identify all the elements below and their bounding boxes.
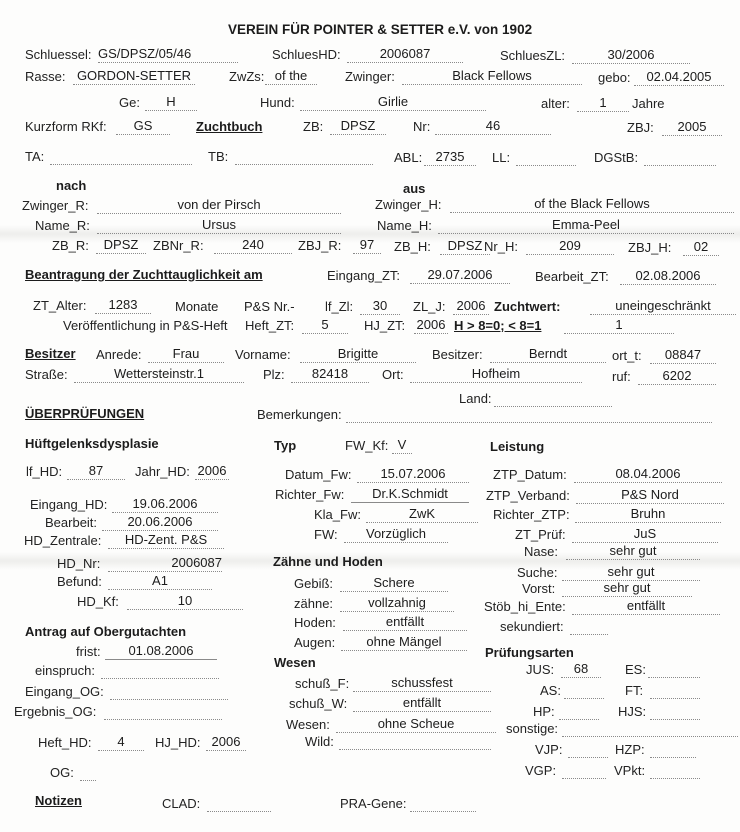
zt-alter-unit: Monate (175, 299, 219, 314)
jus-label: JUS: (526, 662, 555, 677)
typ-heading: Typ (274, 438, 297, 453)
hj-hd-label: HJ_HD: (155, 735, 201, 750)
veroeffentlichung-label: Veröffentlichung in P&S-Heft (63, 318, 228, 333)
schlueszl-field[interactable]: 30/2006 (572, 47, 690, 64)
richter-ztp-field[interactable]: Bruhn (575, 506, 721, 523)
vjp-field[interactable] (568, 741, 608, 758)
fw-kf-label: FW_Kf: (345, 438, 389, 453)
wesen-label: Wesen: (286, 717, 330, 732)
pra-gene-label: PRA-Gene: (340, 796, 407, 811)
zaehne-heading: Zähne und Hoden (273, 554, 383, 569)
hd-zentrale-label: HD_Zentrale: (24, 533, 102, 548)
anrede-label: Anrede: (96, 347, 142, 362)
ztp-datum-label: ZTP_Datum: (493, 467, 567, 482)
ft-field[interactable] (650, 682, 700, 699)
ergebnis-og-field[interactable] (104, 703, 222, 720)
vjp-label: VJP: (535, 742, 563, 757)
zbj-label: ZBJ: (627, 120, 654, 135)
jus-field[interactable]: 68 (561, 661, 601, 678)
datum-fw-field[interactable]: 15.07.2006 (357, 466, 469, 483)
hjs-label: HJS: (618, 704, 647, 719)
bearbeit-hd-field[interactable]: 20.06.2006 (102, 514, 218, 531)
land-label: Land: (459, 391, 492, 406)
ft-label: FT: (625, 683, 644, 698)
abl-field[interactable]: 2735 (424, 149, 476, 166)
zwinger-h-field[interactable]: of the Black Fellows (450, 196, 734, 213)
nr-h-label: Nr_H: (484, 239, 518, 254)
h-rule-field[interactable]: 1 (564, 317, 674, 334)
richter-fw-field[interactable]: Dr.K.Schmidt (351, 486, 469, 503)
schuss-f-label: schuß_F: (295, 676, 350, 691)
schlueshd-field[interactable]: 2006087 (347, 46, 463, 63)
form-title: VEREIN FÜR POINTER & SETTER e.V. von 1902 (228, 22, 533, 37)
es-label: ES: (625, 662, 646, 677)
wesen-heading: Wesen (274, 655, 316, 670)
schuss-w-field[interactable]: entfällt (353, 695, 491, 712)
nase-field[interactable]: sehr gut (566, 543, 700, 560)
schluessel-label: Schluessel: (25, 47, 92, 62)
as-label: AS: (540, 683, 561, 698)
aus-heading: aus (403, 181, 426, 196)
ta-label: TA: (25, 149, 45, 164)
frist-label: frist: (76, 644, 101, 659)
ort-t-field[interactable]: 08847 (650, 347, 716, 364)
vorname-field[interactable]: Brigitte (300, 346, 416, 363)
besitzer-field[interactable]: Berndt (490, 346, 606, 363)
hd-kf-label: HD_Kf: (77, 594, 119, 609)
eingang-og-field[interactable] (110, 683, 228, 700)
hd-nr-label: HD_Nr: (57, 556, 101, 571)
einspruch-label: einspruch: (35, 663, 95, 678)
besitzer-heading: Besitzer (25, 346, 76, 361)
zbnr-r-field[interactable]: 240 (214, 237, 292, 254)
zb-h-field[interactable]: DPSZ (440, 238, 490, 255)
ztp-verband-field[interactable]: P&S Nord (576, 487, 724, 504)
name-r-field[interactable]: Ursus (97, 217, 341, 234)
ergebnis-og-label: Ergebnis_OG: (14, 704, 97, 719)
stoeb-label: Stöb_hi_Ente: (484, 599, 566, 614)
hd-kf-field[interactable]: 10 (127, 593, 243, 610)
eingang-zt-label: Eingang_ZT: (327, 268, 400, 283)
name-r-label: Name_R: (35, 218, 90, 233)
sonstige-field[interactable] (562, 720, 738, 737)
eingang-og-label: Eingang_OG: (25, 684, 104, 699)
zb-r-label: ZB_R: (52, 238, 89, 253)
plz-label: Plz: (263, 367, 285, 382)
hj-zt-label: HJ_ZT: (364, 318, 406, 333)
zt-pruef-label: ZT_Prüf: (515, 527, 566, 542)
schlueshd-label: SchluesHD: (272, 47, 341, 62)
bearbeit-zt-label: Bearbeit_ZT: (535, 269, 609, 284)
hd-nr-field[interactable]: 2006087 (108, 555, 222, 572)
dgstb-field[interactable] (644, 149, 716, 166)
as-field[interactable] (564, 682, 604, 699)
lf-zl-label: lf_Zl: (325, 299, 354, 314)
kla-fw-field[interactable]: ZwK (366, 506, 478, 523)
heft-hd-label: Heft_HD: (38, 735, 92, 750)
schluessel-field[interactable]: GS/DPSZ/05/46 (98, 46, 238, 63)
strasse-field[interactable]: Wettersteinstr.1 (74, 366, 244, 383)
zbj-r-field[interactable]: 97 (353, 237, 381, 254)
hoden-label: Hoden: (294, 615, 336, 630)
ztp-verband-label: ZTP_Verband: (486, 488, 570, 503)
schuss-w-label: schuß_W: (289, 696, 348, 711)
jahr-hd-label: Jahr_HD: (135, 464, 190, 479)
ll-field[interactable] (516, 149, 576, 166)
zbnr-r-label: ZBNr_R: (153, 238, 204, 253)
rasse-field[interactable]: GORDON-SETTER (73, 68, 195, 85)
lf-zl-field[interactable]: 30 (360, 298, 400, 315)
zt-pruef-field[interactable]: JuS (572, 526, 718, 543)
eingang-hd-field[interactable]: 19.06.2006 (112, 496, 218, 513)
name-h-label: Name_H: (377, 218, 432, 233)
sekundiert-label: sekundiert: (500, 619, 564, 634)
rasse-label: Rasse: (25, 69, 66, 84)
suche-label: Suche: (517, 565, 558, 580)
hzp-field[interactable] (650, 741, 696, 758)
zl-j-label: ZL_J: (413, 299, 446, 314)
zwinger-r-label: Zwinger_R: (22, 198, 89, 213)
zbj-h-label: ZBJ_H: (628, 240, 672, 255)
clad-field[interactable] (207, 795, 271, 812)
h-rule-label: H > 8=0; < 8=1 (454, 318, 542, 333)
alter-unit: Jahre (632, 96, 665, 111)
heft-zt-label: Heft_ZT: (245, 318, 295, 333)
kurzform-label: Kurzform RKf: (25, 119, 107, 134)
vgp-field[interactable] (562, 762, 606, 779)
hd-heading: Hüftgelenksdysplasie (25, 436, 159, 451)
vpkt-label: VPkt: (614, 763, 646, 778)
besitzer-label: Besitzer: (432, 347, 483, 362)
nr-field[interactable]: 46 (435, 118, 551, 135)
ort-field[interactable]: Hofheim (410, 366, 582, 383)
ps-nr-label: P&S Nr.- (244, 299, 295, 314)
strasse-label: Straße: (25, 367, 68, 382)
zbj-r-label: ZBJ_R: (298, 238, 342, 253)
wesen-field[interactable]: ohne Scheue (336, 716, 496, 733)
vpkt-field[interactable] (650, 762, 700, 779)
obergutachten-heading: Antrag auf Obergutachten (25, 624, 187, 639)
vorst-field[interactable]: sehr gut (562, 580, 692, 597)
zbj-h-field[interactable]: 02 (683, 239, 719, 256)
ztp-datum-field[interactable]: 08.04.2006 (574, 466, 722, 483)
ge-label: Ge: (119, 95, 140, 110)
nase-label: Nase: (524, 544, 558, 559)
ll-label: LL: (492, 150, 511, 165)
bemerkungen-field[interactable] (346, 406, 712, 423)
fw-kf-field[interactable]: V (392, 437, 412, 454)
zt-alter-field[interactable]: 1283 (95, 297, 151, 314)
frist-field[interactable]: 01.08.2006 (105, 643, 217, 660)
gebo-label: gebo: (598, 70, 631, 85)
hj-zt-field[interactable]: 2006 (414, 317, 448, 334)
hoden-field[interactable]: entfällt (343, 614, 467, 631)
es-field[interactable] (648, 661, 700, 678)
bearbeit-hd-label: Bearbeit: (45, 515, 98, 530)
zb-h-label: ZB_H: (394, 239, 431, 254)
anrede-field[interactable]: Frau (148, 346, 224, 363)
alter-field[interactable]: 1 (577, 95, 629, 112)
og-label: OG: (50, 765, 74, 780)
ruf-field[interactable]: 6202 (638, 368, 716, 385)
zuchtwert-field[interactable]: uneingeschränkt (590, 298, 736, 315)
zuchtbuch-heading: Zuchtbuch (196, 119, 263, 134)
ort-t-label: ort_t: (612, 348, 642, 363)
fw-label: FW: (314, 527, 338, 542)
hjs-field[interactable] (650, 703, 700, 720)
zwzs-label: ZwZs: (229, 69, 265, 84)
zwinger-field[interactable]: Black Fellows (402, 68, 582, 85)
kurzform-field[interactable]: GS (116, 118, 170, 135)
hund-field[interactable]: Girlie (300, 94, 486, 111)
hd-zentrale-field[interactable]: HD-Zent. P&S (108, 532, 224, 549)
land-field[interactable] (494, 390, 612, 407)
hund-label: Hund: (260, 95, 295, 110)
hp-label: HP: (533, 704, 555, 719)
tb-field[interactable] (235, 148, 373, 165)
zbj-field[interactable]: 2005 (662, 119, 722, 136)
hp-field[interactable] (559, 703, 599, 720)
og-field[interactable] (80, 764, 96, 781)
bearbeit-zt-field[interactable]: 02.08.2006 (620, 268, 716, 285)
ort-label: Ort: (382, 367, 404, 382)
tb-label: TB: (208, 149, 229, 164)
gebo-field[interactable]: 02.04.2005 (634, 69, 724, 86)
zwinger-h-label: Zwinger_H: (375, 197, 442, 212)
heft-zt-field[interactable]: 5 (302, 317, 348, 334)
ueberpruefungen-heading: ÜBERPRÜFUNGEN (25, 406, 145, 421)
zb-field[interactable]: DPSZ (330, 118, 386, 135)
einspruch-field[interactable] (101, 662, 219, 679)
richter-fw-label: Richter_Fw: (275, 487, 345, 502)
kla-fw-label: Kla_Fw: (314, 507, 361, 522)
eingang-hd-label: Eingang_HD: (30, 497, 108, 512)
zt-alter-label: ZT_Alter: (33, 298, 87, 313)
heft-hd-field[interactable]: 4 (98, 734, 144, 751)
nr-label: Nr: (413, 119, 431, 134)
gebiss-label: Gebiß: (294, 576, 334, 591)
lf-hd-label: lf_HD: (26, 464, 63, 479)
zwinger-r-field[interactable]: von der Pirsch (97, 197, 341, 214)
pra-gene-field[interactable] (410, 795, 476, 812)
augen-field[interactable]: ohne Mängel (341, 634, 467, 651)
lf-hd-field[interactable]: 87 (67, 463, 125, 480)
suche-field[interactable]: sehr gut (562, 564, 700, 581)
bemerkungen-label: Bemerkungen: (257, 407, 342, 422)
leistung-heading: Leistung (490, 439, 545, 454)
zwinger-label: Zwinger: (345, 69, 395, 84)
dgstb-label: DGStB: (594, 150, 639, 165)
vorst-label: Vorst: (522, 581, 556, 596)
eingang-zt-field[interactable]: 29.07.2006 (410, 267, 510, 284)
wild-label: Wild: (305, 734, 334, 749)
schlueszl-label: SchluesZL: (500, 48, 566, 63)
plz-field[interactable]: 82418 (291, 366, 369, 383)
hj-hd-field[interactable]: 2006 (206, 734, 246, 751)
wild-field[interactable] (339, 733, 491, 750)
nach-heading: nach (56, 178, 87, 193)
zl-j-field[interactable]: 2006 (453, 298, 489, 315)
befund-field[interactable]: A1 (108, 573, 212, 590)
zwzs-field[interactable]: of the (265, 68, 317, 85)
zaehne-field[interactable]: vollzahnig (340, 595, 454, 612)
notizen-heading: Notizen (35, 793, 82, 808)
pruefungsarten-heading: Prüfungsarten (485, 645, 574, 660)
nr-h-field[interactable]: 209 (526, 238, 614, 255)
sonstige-label: sonstige: (506, 721, 559, 736)
jahr-hd-field[interactable]: 2006 (195, 463, 229, 480)
vorname-label: Vorname: (235, 347, 291, 362)
datum-fw-label: Datum_Fw: (285, 467, 352, 482)
zb-label: ZB: (303, 119, 324, 134)
zuchttauglichkeit-heading: Beantragung der Zuchttauglichkeit am (25, 267, 263, 282)
vgp-label: VGP: (525, 763, 557, 778)
fw-field[interactable]: Vorzüglich (344, 526, 448, 543)
befund-label: Befund: (57, 574, 102, 589)
ta-field[interactable] (50, 148, 192, 165)
abl-label: ABL: (394, 150, 423, 165)
name-h-field[interactable]: Emma-Peel (438, 217, 734, 234)
ruf-label: ruf: (612, 369, 631, 384)
alter-label: alter: (541, 96, 570, 111)
zb-r-field[interactable]: DPSZ (96, 237, 146, 254)
gebiss-field[interactable]: Schere (340, 575, 448, 592)
stoeb-field[interactable]: entfällt (572, 598, 720, 615)
hzp-label: HZP: (615, 742, 645, 757)
ge-field[interactable]: H (145, 94, 197, 111)
zaehne-label: zähne: (294, 596, 334, 611)
augen-label: Augen: (294, 635, 336, 650)
clad-label: CLAD: (162, 796, 201, 811)
schuss-f-field[interactable]: schussfest (353, 675, 491, 692)
sekundiert-field[interactable] (570, 618, 608, 635)
richter-ztp-label: Richter_ZTP: (493, 507, 570, 522)
zuchtwert-label: Zuchtwert: (494, 299, 561, 314)
